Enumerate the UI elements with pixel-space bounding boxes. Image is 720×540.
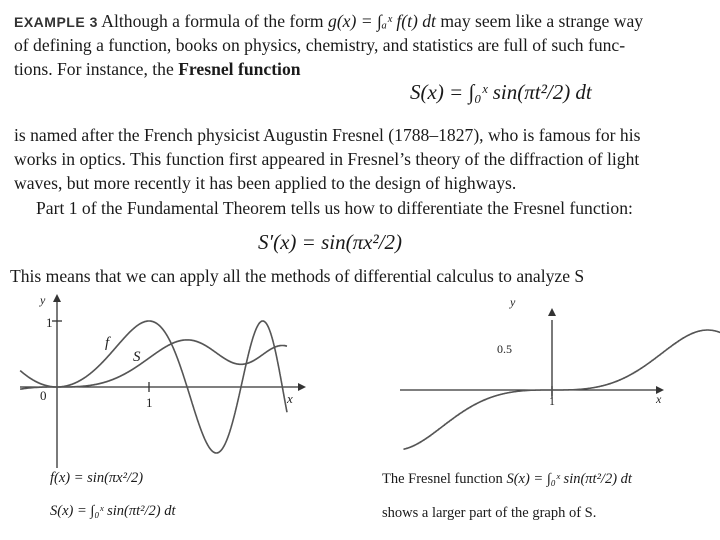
paragraph-line-2: works in optics. This function first appeared in Fresnel’s theory of the diffraction of light xyxy=(14,149,640,169)
paragraph-line-3: waves, but more recently it has been applied to the design of highways. xyxy=(14,173,517,193)
right-caption-text: The Fresnel function xyxy=(382,471,507,487)
derivative-equation: S′(x) = sin(πx²/2) xyxy=(258,230,403,254)
right-graph-y-arrow xyxy=(548,308,556,316)
left-graph-x-tick-label: 1 xyxy=(146,395,153,410)
generic-integral-formula: g(x) = ∫ₐˣ f(t) dt xyxy=(328,11,436,31)
left-graph-y-label: y xyxy=(40,293,46,307)
left-graph-S-label: S xyxy=(133,349,141,365)
right-graph-y-tick-label: 0.5 xyxy=(497,342,512,356)
right-caption-formula: S(x) = ∫₀ˣ sin(πt²/2) dt xyxy=(506,471,632,487)
right-graph-x-tick-label: 1 xyxy=(549,394,555,408)
paragraph-line-4: Part 1 of the Fundamental Theorem tells us how to differentiate the Fresnel function: xyxy=(36,198,633,218)
analysis-line: This means that we can apply all the methods of differential calculus to analyze S xyxy=(10,266,585,286)
right-graph-x-label: x xyxy=(656,392,662,406)
left-graph-y-tick-label: 1 xyxy=(46,315,53,330)
right-caption-line-1 xyxy=(382,471,632,488)
left-graph-x-label: x xyxy=(287,391,293,406)
left-caption-S: S(x) = ∫₀ˣ sin(πt²/2) dt xyxy=(50,503,176,519)
right-caption-line-2: shows a larger part of the graph of S. xyxy=(382,505,597,521)
left-caption-f: f(x) = sin(πx²/2) xyxy=(50,470,144,486)
left-graph-origin-label: 0 xyxy=(40,388,47,403)
example-intro-text: Although a formula of the form xyxy=(101,11,329,31)
example-label: EXAMPLE 3 xyxy=(14,14,98,30)
example-line-2: of defining a function, books on physics, chemistry, and statistics are full of such func- xyxy=(14,35,626,55)
left-graph-f-label: f xyxy=(105,335,110,351)
example-line-3-text: tions. For instance, the xyxy=(14,59,179,79)
fresnel-function-term: Fresnel function xyxy=(178,59,301,79)
paragraph-line-1: is named after the French physicist Augustin Fresnel (1788–1827), who is famous for his xyxy=(14,125,641,145)
fresnel-equation: S(x) = ∫₀ˣ sin(πt²/2) dt xyxy=(410,80,592,104)
example-intro-text-end: may seem like a strange way xyxy=(435,11,644,31)
right-graph-y-label: y xyxy=(510,295,516,309)
